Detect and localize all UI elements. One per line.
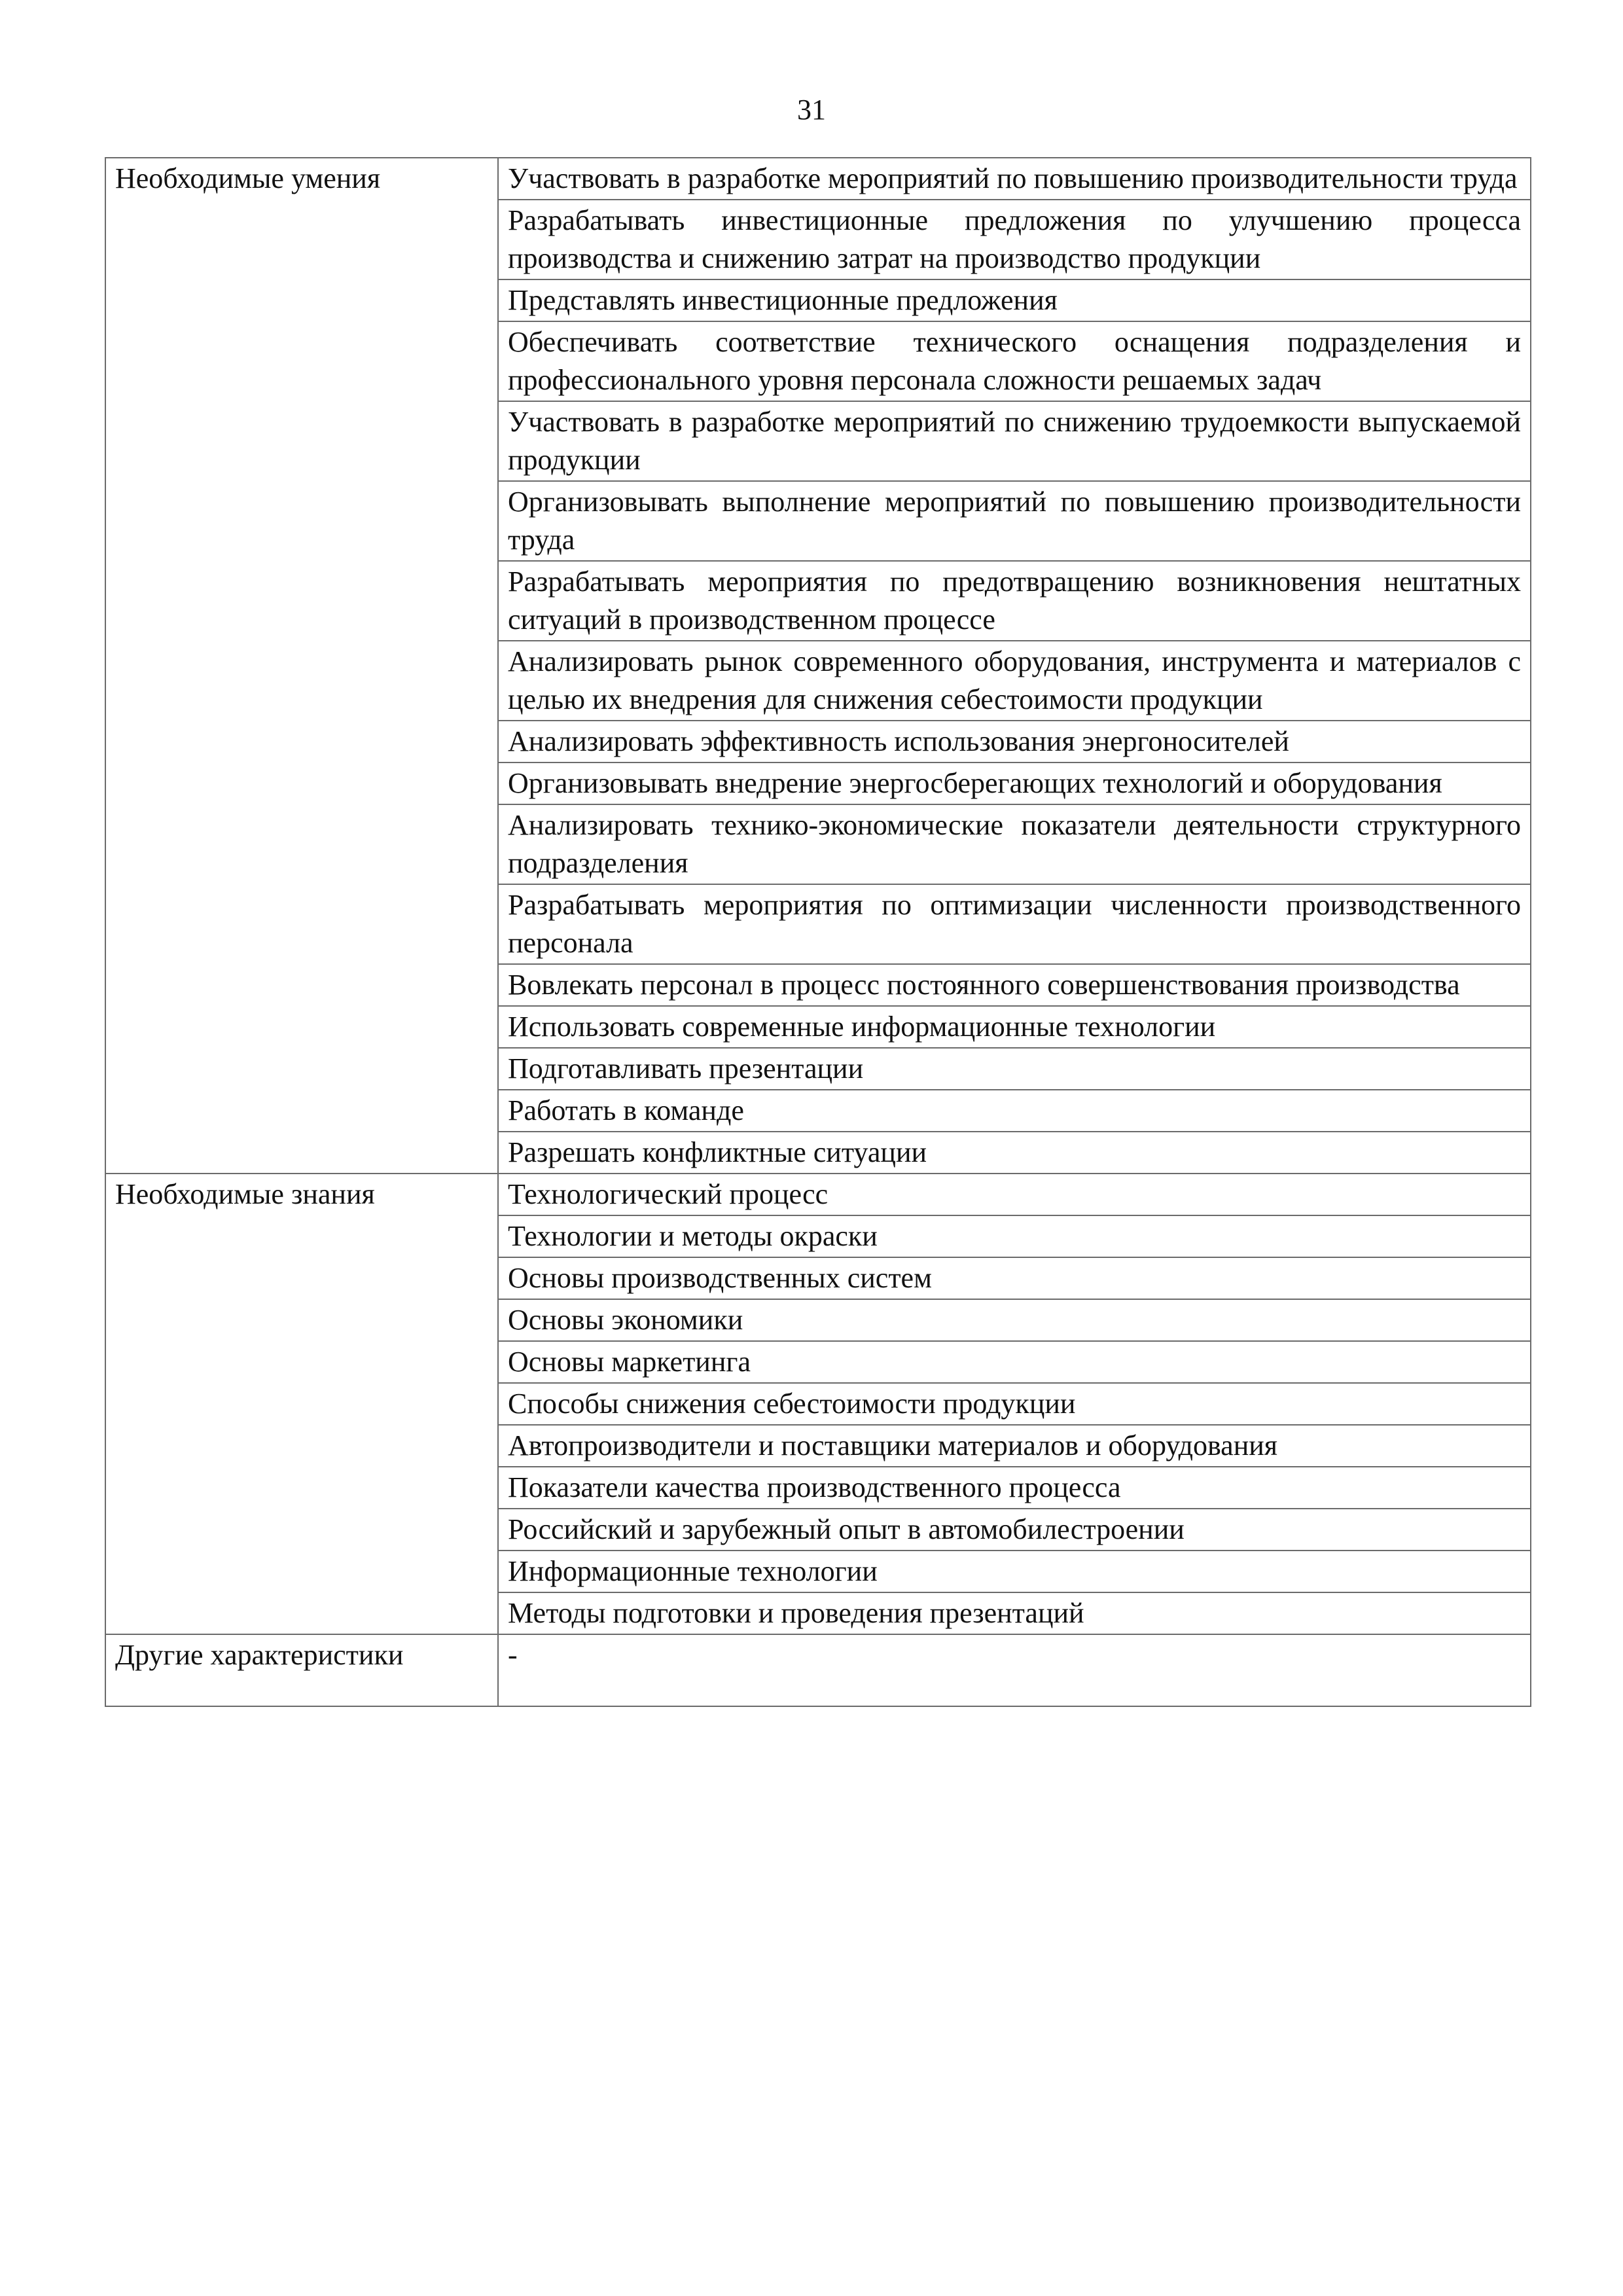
table-row	[105, 158, 1531, 200]
section-label: Другие характеристики	[105, 1634, 498, 1706]
requirement-item: Показатели качества производственного процесса	[498, 1467, 1531, 1509]
requirement-item: Участвовать в разработке мероприятий по снижению трудоемкости выпускаемой продукции	[498, 401, 1531, 481]
table-row	[105, 1174, 1531, 1215]
requirement-item: -	[498, 1634, 1531, 1706]
requirement-item: Анализировать эффективность использования энергоносителей	[498, 721, 1531, 762]
requirement-item: Разрабатывать мероприятия по оптимизации численности производственного персонала	[498, 884, 1531, 964]
requirement-item: Технологии и методы окраски	[498, 1215, 1531, 1257]
requirement-item: Методы подготовки и проведения презентаций	[498, 1592, 1531, 1634]
table-body	[105, 158, 1531, 1706]
requirement-item: Способы снижения себестоимости продукции	[498, 1383, 1531, 1425]
requirement-item: Вовлекать персонал в процесс постоянного совершенствования производства	[498, 964, 1531, 1006]
requirement-item: Подготавливать презентации	[498, 1048, 1531, 1090]
requirement-item: Работать в команде	[498, 1090, 1531, 1132]
requirement-item: Разрабатывать мероприятия по предотвращению возникновения нештатных ситуаций в производственном процессе	[498, 561, 1531, 641]
table-row	[105, 1634, 1531, 1706]
requirement-item: Обеспечивать соответствие технического оснащения подразделения и профессионального уровня персонала сложности решаемых задач	[498, 321, 1531, 401]
section-label: Необходимые умения	[105, 158, 498, 1174]
requirement-item: Представлять инвестиционные предложения	[498, 279, 1531, 321]
requirement-item: Основы маркетинга	[498, 1341, 1531, 1383]
requirement-item: Анализировать технико-экономические показатели деятельности структурного подразделения	[498, 804, 1531, 884]
requirement-item: Информационные технологии	[498, 1551, 1531, 1592]
requirement-item: Организовывать выполнение мероприятий по повышению производительности труда	[498, 481, 1531, 561]
requirement-item: Использовать современные информационные технологии	[498, 1006, 1531, 1048]
requirement-item: Автопроизводители и поставщики материалов и оборудования	[498, 1425, 1531, 1467]
requirement-item: Разрабатывать инвестиционные предложения по улучшению процесса производства и снижению затрат на производство продукции	[498, 200, 1531, 279]
section-label: Необходимые знания	[105, 1174, 498, 1634]
requirement-item: Основы производственных систем	[498, 1257, 1531, 1299]
characteristics-table	[105, 157, 1531, 1707]
requirement-item: Разрешать конфликтные ситуации	[498, 1132, 1531, 1174]
requirement-item: Технологический процесс	[498, 1174, 1531, 1215]
requirement-item: Основы экономики	[498, 1299, 1531, 1341]
requirement-item: Анализировать рынок современного оборудования, инструмента и материалов с целью их внедрения для снижения себестоимости продукции	[498, 641, 1531, 721]
requirement-item: Российский и зарубежный опыт в автомобилестроении	[498, 1509, 1531, 1551]
page-number: 31	[797, 94, 826, 126]
requirement-item: Организовывать внедрение энергосберегающих технологий и оборудования	[498, 762, 1531, 804]
requirement-item: Участвовать в разработке мероприятий по повышению производительности труда	[498, 158, 1531, 200]
